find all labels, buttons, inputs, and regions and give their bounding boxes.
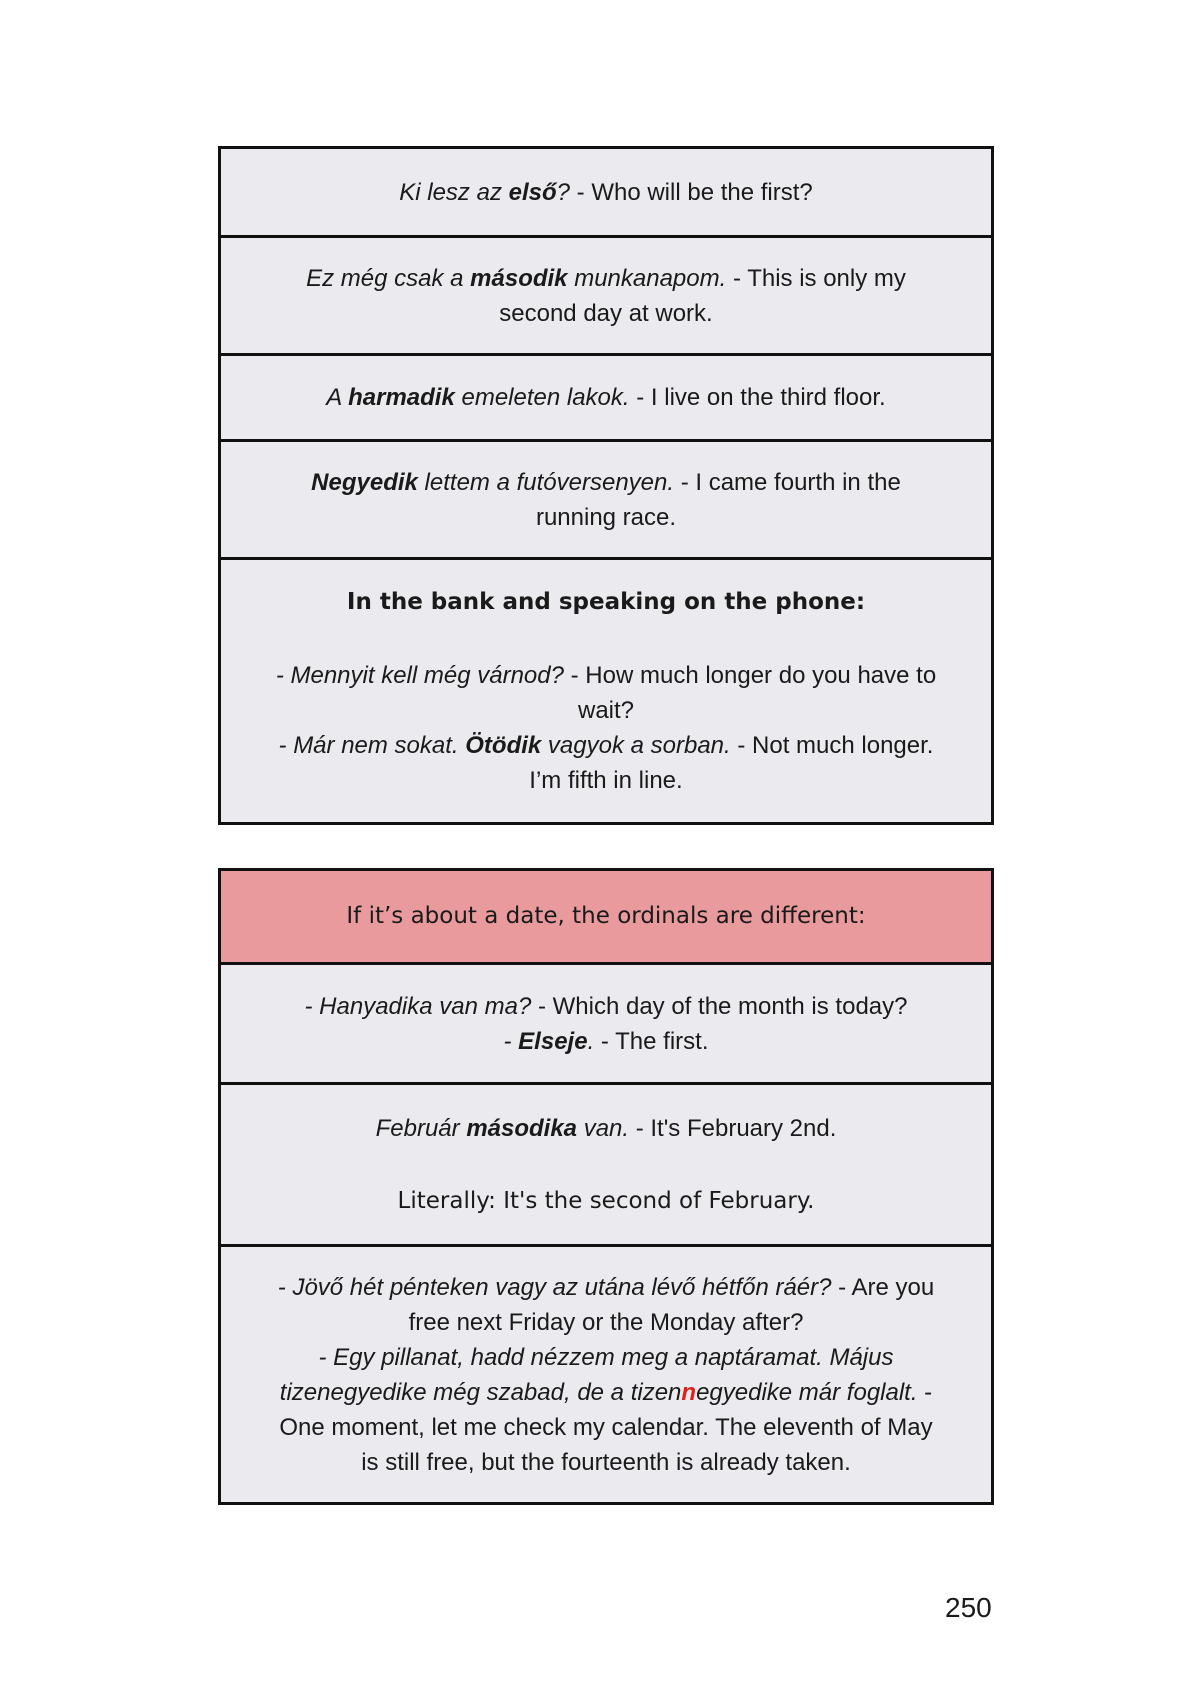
- ordinals-table: [218, 146, 994, 825]
- dialogue-line: free next Friday or the Monday after?: [408, 1308, 804, 1336]
- example-row-fourth: [221, 439, 991, 557]
- dialogue-line: I’m fifth in line.: [529, 766, 683, 794]
- dialogue-line: - Mennyit kell még várnod? - How much longer do you have to: [275, 661, 937, 689]
- example-row-february: [221, 1082, 991, 1244]
- example-line: second day at work.: [499, 299, 713, 327]
- dialogue-line: - Már nem sokat. Ötödik vagyok a sorban. - Not much longer.: [278, 731, 934, 759]
- header-text: If it’s about a date, the ordinals are different:: [346, 903, 866, 929]
- dialogue-line: - Egy pillanat, hadd nézzem meg a naptáramat. Május: [318, 1343, 894, 1371]
- date-ordinals-table: [218, 868, 994, 1505]
- example-row-first: [221, 149, 991, 235]
- dialogue-line: wait?: [577, 696, 635, 724]
- dialogue-line: One moment, let me check my calendar. The eleventh of May: [279, 1413, 933, 1441]
- dialogue-line: tizenegyedike még szabad, de a tizennegyedike már foglalt. -: [279, 1378, 933, 1406]
- dialogue-line: - Jövő hét pénteken vagy az utána lévő hétfőn ráér? - Are you: [277, 1273, 935, 1301]
- example-row-third: [221, 353, 991, 439]
- example-line: Negyedik lettem a futóversenyen. - I came fourth in the: [311, 468, 901, 496]
- example-row-calendar: [221, 1244, 991, 1502]
- section-heading: In the bank and speaking on the phone:: [346, 588, 866, 615]
- table-header: [221, 871, 991, 962]
- dialogue-line: is still free, but the fourteenth is already taken.: [361, 1448, 851, 1476]
- example-line: A harmadik emeleten lakok. - I live on the third floor.: [326, 384, 886, 411]
- example-row-phone: [221, 557, 991, 822]
- dialogue-line: - Elseje. - The first.: [503, 1027, 709, 1055]
- example-line: Február másodika van. - It's February 2nd.: [375, 1114, 837, 1142]
- page-number: 250: [945, 1592, 992, 1623]
- example-line: Ez még csak a második munkanapom. - This is only my: [306, 264, 906, 292]
- example-row-today: [221, 962, 991, 1082]
- example-line: running race.: [535, 503, 677, 531]
- highlighted-letter: n: [681, 1378, 697, 1406]
- literal-translation: Literally: It's the second of February.: [397, 1187, 815, 1214]
- example-row-second: [221, 235, 991, 353]
- example-line: Ki lesz az első? - Who will be the first?: [399, 178, 813, 206]
- dialogue-line: - Hanyadika van ma? - Which day of the month is today?: [304, 992, 908, 1020]
